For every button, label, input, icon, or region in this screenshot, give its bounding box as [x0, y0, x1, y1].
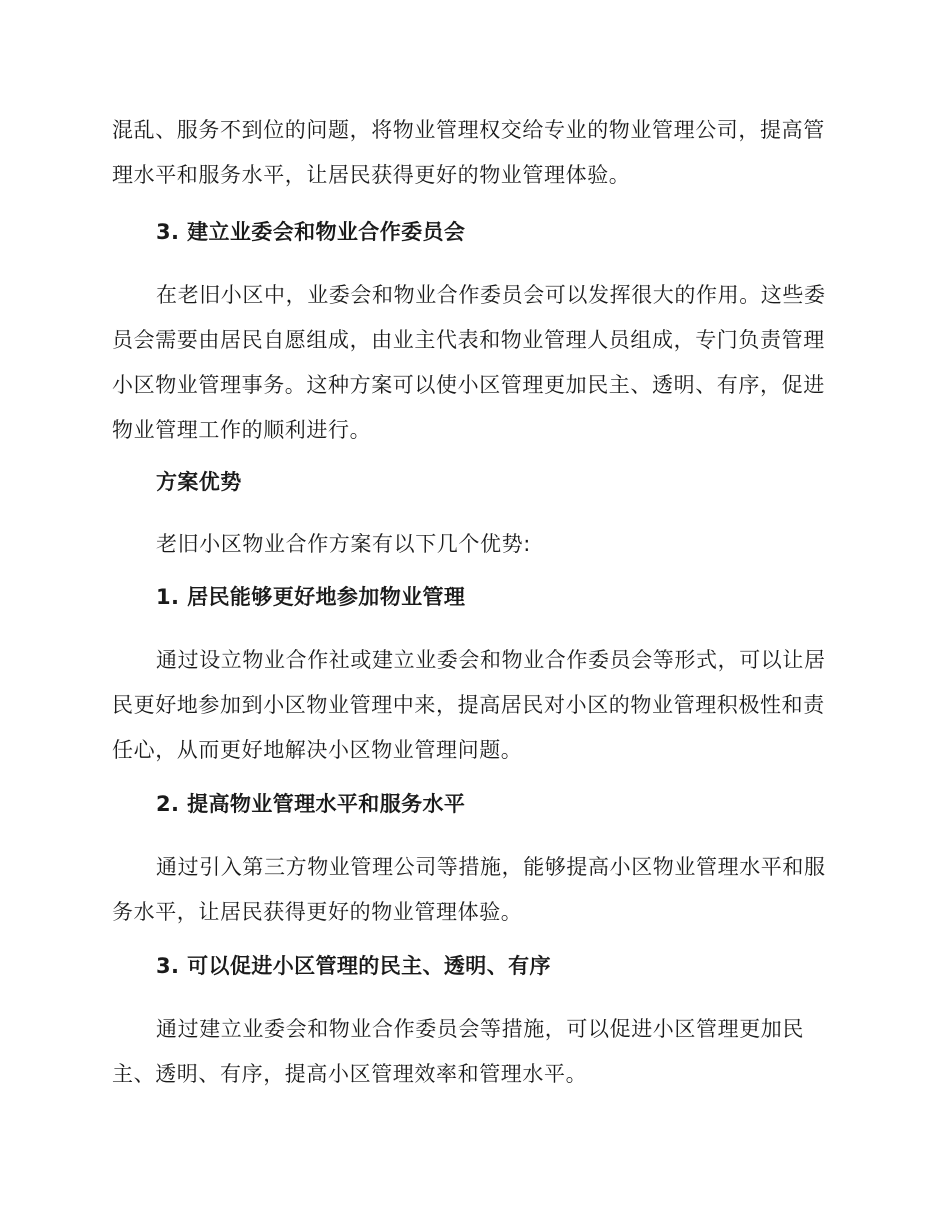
paragraph-text: 通过引入第三方物业管理公司等措施，能够提高小区物业管理水平和服务水平，让居民获得更好的物业管理体验。	[112, 855, 826, 924]
section-heading-1	[112, 575, 832, 620]
paragraph-text: 在老旧小区中，业委会和物业合作委员会可以发挥很大的作用。这些委员会需要由居民自愿组成，由业主代表和物业管理人员组成，专门负责管理小区物业管理事务。这种方案可以使小区管理更加民主、透明、有序，促进物业管理工作的顺利进行。	[112, 283, 826, 442]
paragraph-text: 通过建立业委会和物业合作委员会等措施，可以促进小区管理更加民主、透明、有序，提高小区管理效率和管理水平。	[112, 1017, 804, 1086]
heading-text: 1. 居民能够更好地参加物业管理	[156, 585, 466, 609]
paragraph-text: 老旧小区物业合作方案有以下几个优势:	[156, 532, 531, 556]
paragraph-continued	[112, 108, 832, 198]
paragraph-committee	[112, 273, 832, 453]
section-heading-3	[112, 210, 832, 255]
section-heading-3b	[112, 944, 832, 989]
paragraph-advantages-intro	[112, 522, 832, 567]
paragraph-text: 混乱、服务不到位的问题，将物业管理权交给专业的物业管理公司，提高管理水平和服务水平，让居民获得更好的物业管理体验。	[112, 118, 825, 187]
paragraph-participation	[112, 638, 832, 773]
section-heading-advantages	[112, 460, 832, 505]
paragraph-democracy	[112, 1007, 832, 1097]
section-heading-2	[112, 782, 832, 827]
paragraph-service-level	[112, 845, 832, 935]
heading-text: 3. 可以促进小区管理的民主、透明、有序	[156, 954, 551, 978]
heading-text: 方案优势	[156, 470, 242, 494]
paragraph-text: 通过设立物业合作社或建立业委会和物业合作委员会等形式，可以让居民更好地参加到小区物业管理中来，提高居民对小区的物业管理积极性和责任心，从而更好地解决小区物业管理问题。	[112, 648, 826, 762]
heading-text: 2. 提高物业管理水平和服务水平	[156, 792, 466, 816]
heading-text: 3. 建立业委会和物业合作委员会	[156, 220, 466, 244]
